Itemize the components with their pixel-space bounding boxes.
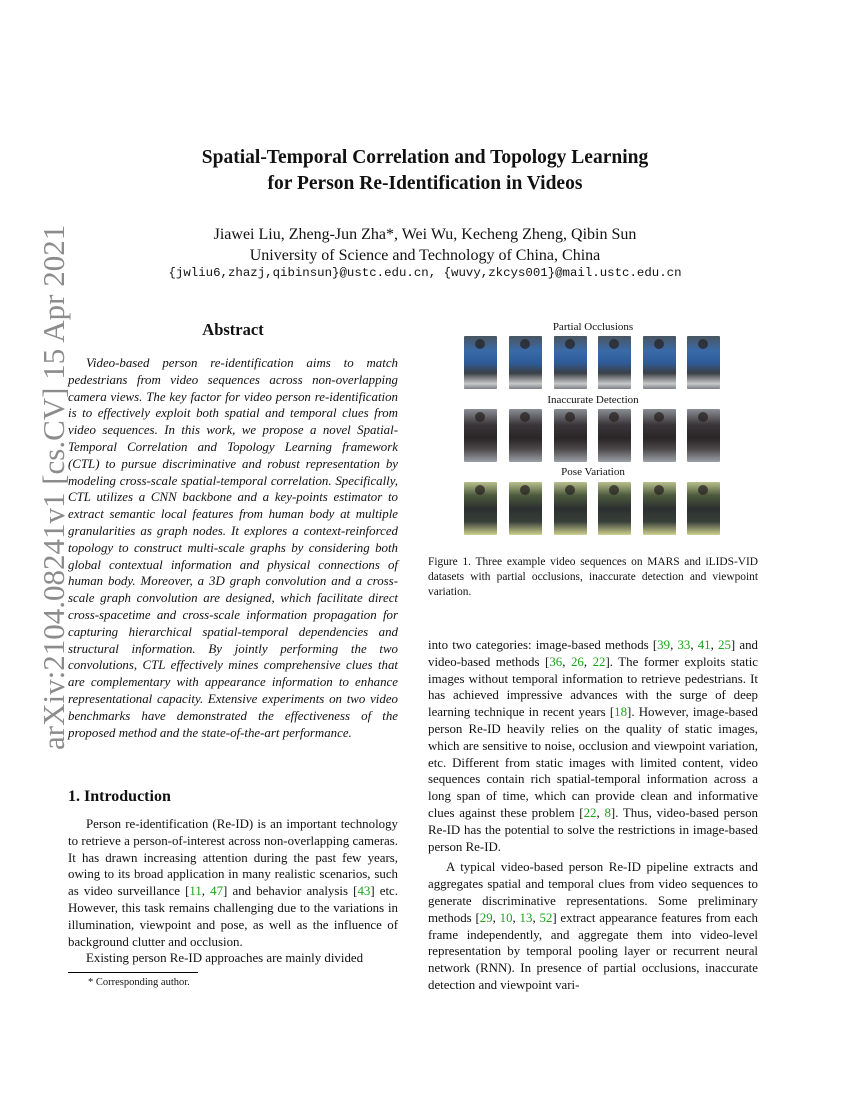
citation[interactable]: 52 bbox=[539, 910, 553, 925]
citation[interactable]: 10 bbox=[499, 910, 513, 925]
citation[interactable]: 26 bbox=[570, 654, 584, 669]
citation[interactable]: 8 bbox=[604, 805, 611, 820]
video-frame bbox=[598, 482, 631, 535]
footnote: * Corresponding author. bbox=[88, 977, 190, 988]
figure-caption: Figure 1. Three example video sequences on MARS and iLIDS-VID datasets with partial occlusions, inaccurate detection and viewpoint variation. bbox=[428, 556, 758, 598]
video-frame bbox=[598, 336, 631, 389]
video-frame bbox=[643, 336, 676, 389]
video-frame bbox=[687, 482, 720, 535]
right-column bbox=[428, 637, 758, 994]
video-frame bbox=[464, 336, 497, 389]
authors: Jiawei Liu, Zheng-Jun Zha*, Wei Wu, Kecheng Zheng, Qibin Sun bbox=[213, 226, 637, 243]
citation[interactable]: 22 bbox=[592, 654, 606, 669]
citation[interactable]: 33 bbox=[677, 638, 691, 652]
pose-frames bbox=[464, 482, 724, 537]
citation[interactable]: 11 bbox=[189, 884, 202, 899]
fig-label-occlusions: Partial Occlusions bbox=[552, 321, 634, 333]
citation[interactable]: 36 bbox=[549, 654, 563, 669]
footnote-rule bbox=[68, 972, 198, 973]
occlusion-frames bbox=[464, 336, 724, 391]
intro-paragraph-1: Person re-identification (Re-ID) is an important technology to retrieve a person-of-interest across non-overlapping cameras. It has drawn increasing attention during the past few years, owing to its broad application in many realistic scenarios, such as video surveillance [11, 47] and behavior analysis [43] etc. However, this task remains challenging due to the variations in illumination, viewpoint and pose, as well as the influence of background clutter and occlusion. bbox=[68, 817, 399, 949]
emails: {jwliu6,zhazj,qibinsun}@ustc.edu.cn, {wuvy,zkcys001}@mail.ustc.edu.cn bbox=[168, 266, 682, 280]
video-frame bbox=[687, 336, 720, 389]
video-frame bbox=[509, 409, 542, 462]
video-frame bbox=[643, 482, 676, 535]
video-frame bbox=[554, 482, 587, 535]
video-frame bbox=[554, 409, 587, 462]
video-frame bbox=[509, 336, 542, 389]
citation[interactable]: 22 bbox=[583, 805, 597, 820]
affiliation: University of Science and Technology of China, China bbox=[249, 247, 601, 264]
intro-column bbox=[68, 816, 398, 967]
inaccurate-frames bbox=[464, 409, 724, 464]
citation[interactable]: 29 bbox=[479, 910, 493, 925]
paper-title: Spatial-Temporal Correlation and Topology Learning for Person Re-Identification in Videos bbox=[201, 147, 649, 194]
video-frame bbox=[554, 336, 587, 389]
citation[interactable]: 41 bbox=[697, 638, 711, 652]
intro-paragraph-2: Existing person Re-ID approaches are mainly divided bbox=[86, 951, 364, 966]
abstract-text: Video-based person re-identification aims to match pedestrians from video sequences across non-overlapping camera views. The key factor for video person re-identification is to effectively exploit both spatial and temporal clues from video sequences. In this work, we propose a novel Spatial-Temporal Correlation and Topology Learning framework (CTL) to pursue discriminative and robust representation by modeling cross-scale spatial-temporal correlation. Specifically, CTL utilizes a CNN backbone and a key-points estimator to extract semantic local features from human body at multiple granularities as graph nodes. It explores a context-reinforced topology to construct multi-scale graphs by considering both global contextual information and physical connections of human body. Moreover, a 3D graph convolution and a cross-scale graph convolution are designed, which facilitate direct cross-spacetime and cross-scale information propagation for capturing hierarchical spatial-temporal dependencies and structural information. By jointly performing the two convolutions, CTL effectively mines comprehensive clues that are complementary with appearance information to enhance representational capacity. Extensive experiments on two video benchmarks have demonstrated the effectiveness of the proposed method and the state-of-the-art performance. bbox=[68, 356, 398, 740]
fig-label-pose: Pose Variation bbox=[561, 466, 625, 478]
citation[interactable]: 43 bbox=[357, 884, 371, 899]
citation[interactable]: 13 bbox=[519, 910, 533, 925]
arxiv-sidebar bbox=[18, 224, 71, 750]
video-frame bbox=[464, 409, 497, 462]
arxiv-id: arXiv:2104.08241v1 [cs.CV] 15 Apr 2021 bbox=[36, 224, 71, 750]
video-frame bbox=[643, 409, 676, 462]
col2-paragraph-1: into two categories: image-based methods [39, 33, 41, 25] and video-based methods [36, 26, 22]. The former exploits static images without temporal information to retrieve pedestrians. It has achieved impressive advances with the surge of deep learning technique in recent years [18]. However, image-based person Re-ID heavily relies on the quality of static images, which are sensitive to noise, occlusion and viewpoint variation, etc. Different from static images with limited content, video sequences contain rich spatial-temporal information across a long span of time, which can provide clean and informative clues against these problem [22, 8]. Thus, video-based person Re-ID has the potential to solve the restrictions in image-based person Re-ID. bbox=[428, 638, 758, 854]
citation[interactable]: 18 bbox=[614, 705, 628, 720]
video-frame bbox=[687, 409, 720, 462]
video-frame bbox=[509, 482, 542, 535]
video-frame bbox=[464, 482, 497, 535]
video-frame bbox=[598, 409, 631, 462]
citation[interactable]: 25 bbox=[718, 638, 731, 652]
citation[interactable]: 39 bbox=[657, 638, 671, 652]
abstract-heading: Abstract bbox=[202, 320, 264, 339]
intro-heading: 1. Introduction bbox=[68, 788, 171, 805]
fig-label-inaccurate: Inaccurate Detection bbox=[547, 394, 639, 406]
citation[interactable]: 47 bbox=[210, 884, 224, 899]
author-block bbox=[0, 224, 850, 266]
col2-paragraph-2: A typical video-based person Re-ID pipeline extracts and aggregates spatial and temporal clues from video sequences to generate discriminative representations. Some preliminary methods [29, 10, 13, 52] extract appearance features from each frame independently, and aggregate them into video-level representation by temporal pooling layer or recurrent neural network (RNN). In presence of partial occlusions, inaccurate detection and viewpoint vari- bbox=[428, 860, 758, 992]
